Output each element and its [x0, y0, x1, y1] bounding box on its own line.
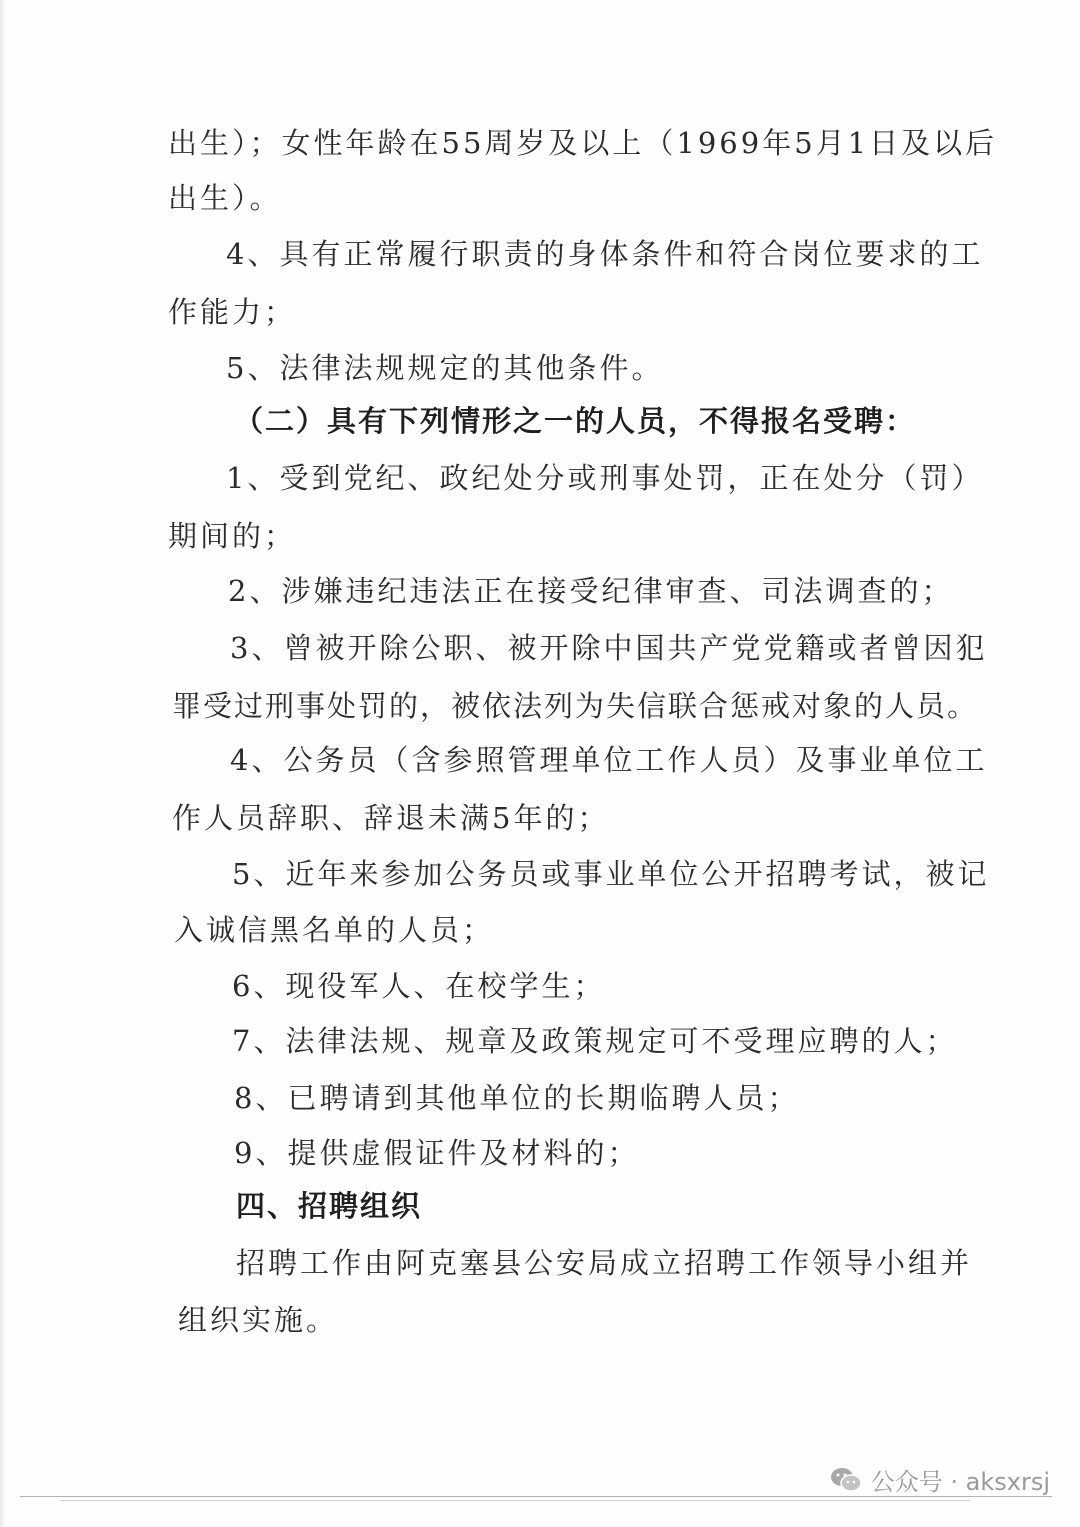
body-line: 入诚信黑名单的人员；: [174, 913, 495, 947]
list-item: 4、公务员（含参照管理单位工作人员）及事业单位工: [230, 743, 988, 777]
body-line: 期间的；: [168, 519, 297, 553]
watermark-label: 公众号 · aksxrsj: [870, 1468, 1050, 1496]
list-item: 2、涉嫌违纪违法正在接受纪律审查、司法调查的；: [228, 574, 954, 608]
wechat-icon: [829, 1465, 863, 1495]
list-item: 5、近年来参加公务员或事业单位公开招聘考试，被记: [232, 857, 990, 891]
list-item: 3、曾被开除公职、被开除中国共产党党籍或者曾因犯: [230, 631, 988, 665]
body-line: 作人员辞职、辞退未满5年的；: [172, 801, 610, 835]
scan-edge: [0, 0, 6, 1527]
list-item: 7、法律法规、规章及政策规定可不受理应聘的人；: [232, 1024, 958, 1058]
body-line: 出生）。: [168, 181, 282, 215]
body-line: 出生）；女性年龄在55周岁及以上（1969年5月1日及以后: [168, 126, 998, 160]
footer-rule: [60, 1500, 970, 1501]
list-item: 8、已聘请到其他单位的长期临聘人员；: [234, 1081, 800, 1115]
section-heading: （二）具有下列情形之一的人员，不得报名受聘：: [234, 404, 917, 438]
list-item: 1、受到党纪、政纪处分或刑事处罚，正在处分（罚）: [226, 461, 984, 495]
list-item: 5、法律法规规定的其他条件。: [226, 351, 664, 385]
body-line: 罪受过刑事处罚的，被依法列为失信联合惩戒对象的人员。: [172, 689, 979, 723]
list-item: 4、具有正常履行职责的身体条件和符合岗位要求的工: [226, 237, 984, 271]
section-heading: 四、招聘组织: [236, 1189, 423, 1223]
watermark: [829, 1462, 1050, 1497]
body-line: 作能力；: [168, 295, 297, 329]
list-item: 6、现役军人、在校学生；: [232, 969, 606, 1003]
body-line: 招聘工作由阿克塞县公安局成立招聘工作领导小组并: [236, 1246, 973, 1280]
body-line: 组织实施。: [178, 1303, 339, 1337]
list-item: 9、提供虚假证件及材料的；: [234, 1136, 640, 1170]
